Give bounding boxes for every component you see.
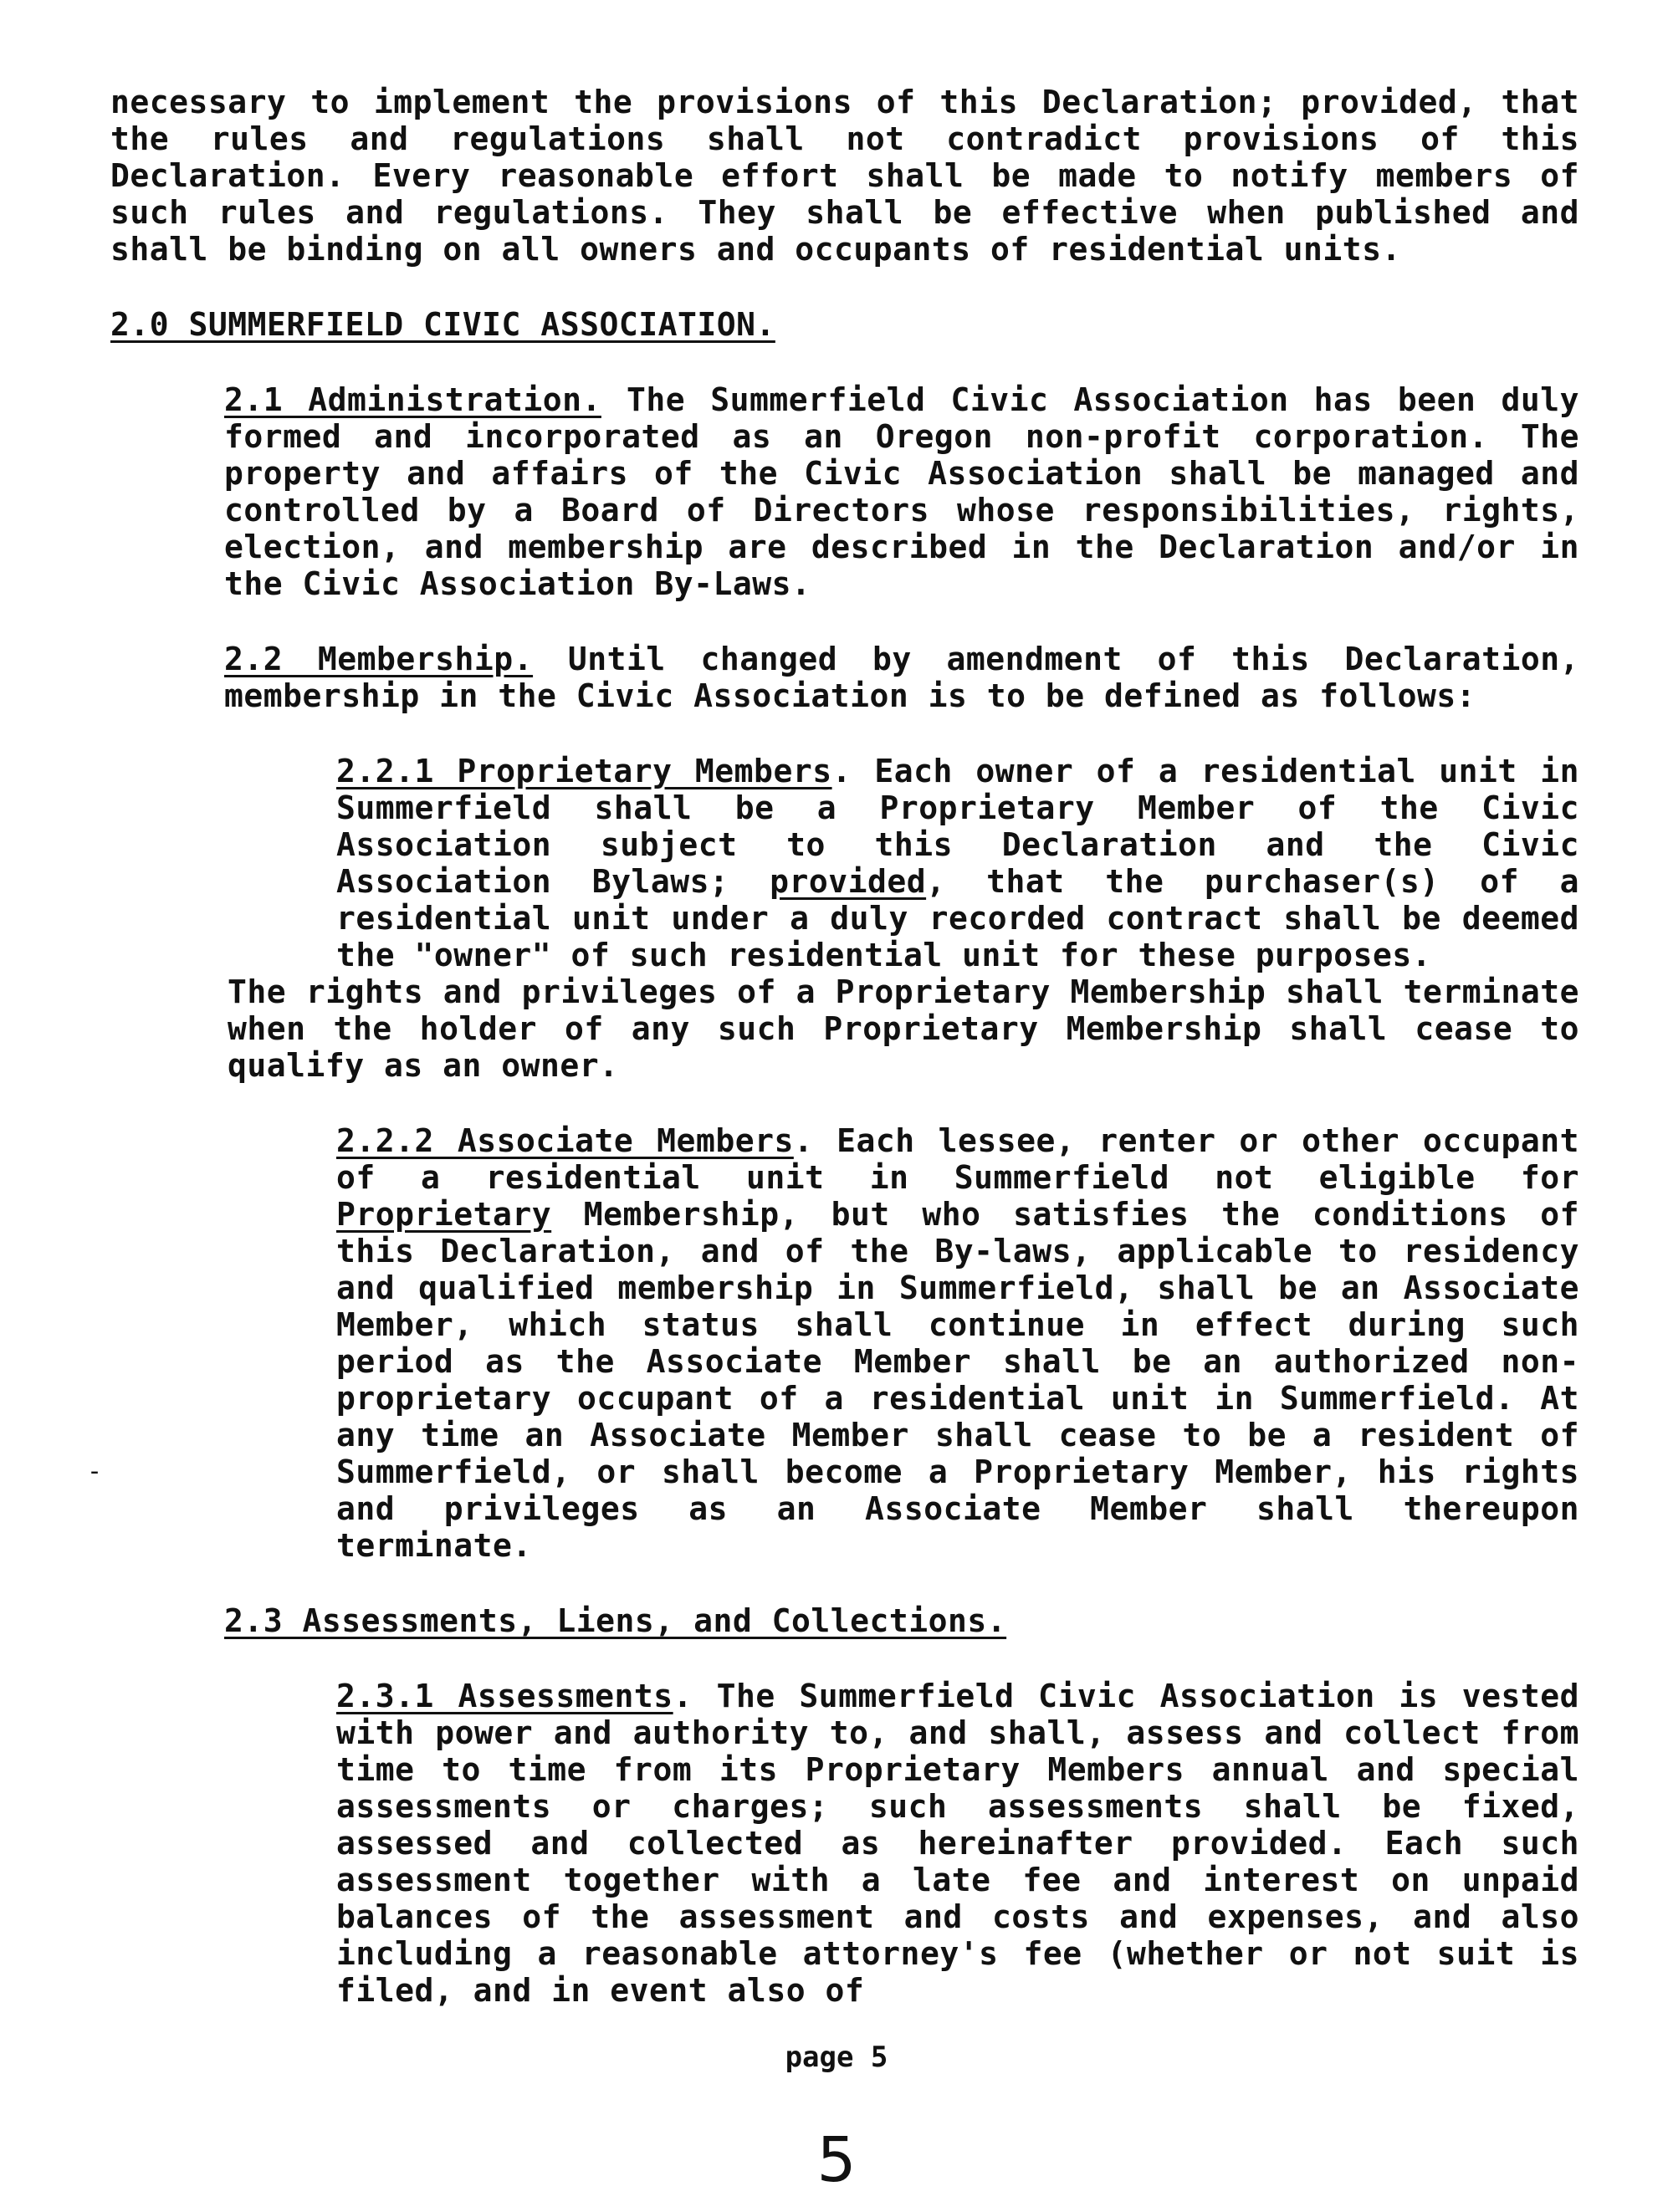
intro-paragraph: necessary to implement the provisions of this Declaration; provided, that the rules and regulations shall not contradict provisions of this Declaration. Every reasonable effort shall be made to notify members of such rules and regulations. They shall be effective when published and shall be binding on all owners and occupants of residential units. <box>110 84 1579 268</box>
section-2-2-1-provided: provided <box>770 863 927 900</box>
section-2-2-1-text-b: , that the purchaser(s) of a residential unit under a duly recorded contract shall be deemed the "owner" of such residential unit for these purposes. <box>336 863 1579 973</box>
section-2-0-title: 2.0 SUMMERFIELD CIVIC ASSOCIATION. <box>110 306 775 343</box>
section-2-2-text: Until changed by amendment of this Declaration, membership in the Civic Association is to be defined as follows: <box>224 641 1580 714</box>
section-2-2-1-text-a: . Each owner of a residential unit in Summerfield shall be a Proprietary Member of the Civic Association subject to this Declaration and the Civic Association Bylaws; <box>336 753 1579 900</box>
section-2-3-1-text: . The Summerfield Civic Association is vested with power and authority to, and shall, assess and collect from time to time from its Proprietary Members annual and special assessments or charges; such assessments shall be fixed, assessed and collected as hereinafter provided. Each such assessment together with a late fee and interest on unpaid balances of the assessment and costs and expenses, and also including a reasonable attorney's fee (whether or not suit is filed, and in event also of <box>336 1678 1579 2009</box>
section-2-2-2-heading: 2.2.2 Associate Members <box>336 1122 794 1159</box>
section-2-1-paragraph <box>110 381 1579 602</box>
section-2-2-1-paragraph <box>110 753 1579 973</box>
section-2-2-paragraph <box>110 641 1579 714</box>
section-2-1-text: The Summerfield Civic Association has been duly formed and incorporated as an Oregon non-profit corporation. The property and affairs of the Civic Association shall be managed and controlled by a Board of Directors whose responsibilities, rights, election, and membership are described in the Declaration and/or in the Civic Association By-Laws. <box>224 381 1579 602</box>
section-2-2-heading: 2.2 Membership. <box>224 641 534 677</box>
page-number-label: page 5 <box>785 2041 888 2074</box>
section-2-3-1-heading: 2.3.1 Assessments <box>336 1678 673 1714</box>
section-2-3-heading: 2.3 Assessments, Liens, and Collections. <box>224 1602 1007 1639</box>
section-2-1-heading: 2.1 Administration. <box>224 381 601 418</box>
margin-mark: - <box>87 1457 103 1486</box>
section-2-2-2-text-a: . Each lessee, renter or other occupant of a residential unit in Summerfield not eligible for <box>336 1122 1579 1196</box>
handwritten-page-number: 5 <box>816 2124 857 2196</box>
section-2-2-2-proprietary: Proprietary <box>336 1196 552 1233</box>
document-body <box>110 84 1579 2009</box>
section-2-2-2-paragraph <box>110 1122 1579 1564</box>
section-2-2-1-heading: 2.2.1 Proprietary Members <box>336 753 832 789</box>
section-2-2-1-continuation: The rights and privileges of a Proprietary Membership shall terminate when the holder of any such Proprietary Membership shall cease to qualify as an owner. <box>228 973 1579 1084</box>
section-2-3-heading-line <box>110 1602 1579 1639</box>
section-2-3-1-paragraph <box>110 1678 1579 2009</box>
section-2-2-2-text-b: Membership, but who satisfies the conditions of this Declaration, and of the By-laws, applicable to residency and qualified membership in Summerfield, shall be an Associate Member, which status shall continue in effect during such period as the Associate Member shall be an authorized non-proprietary occupant of a residential unit in Summerfield. At any time an Associate Member shall cease to be a resident of Summerfield, or shall become a Proprietary Member, his rights and privileges as an Associate Member shall thereupon terminate. <box>336 1196 1579 1564</box>
section-2-0-heading <box>110 306 1579 343</box>
